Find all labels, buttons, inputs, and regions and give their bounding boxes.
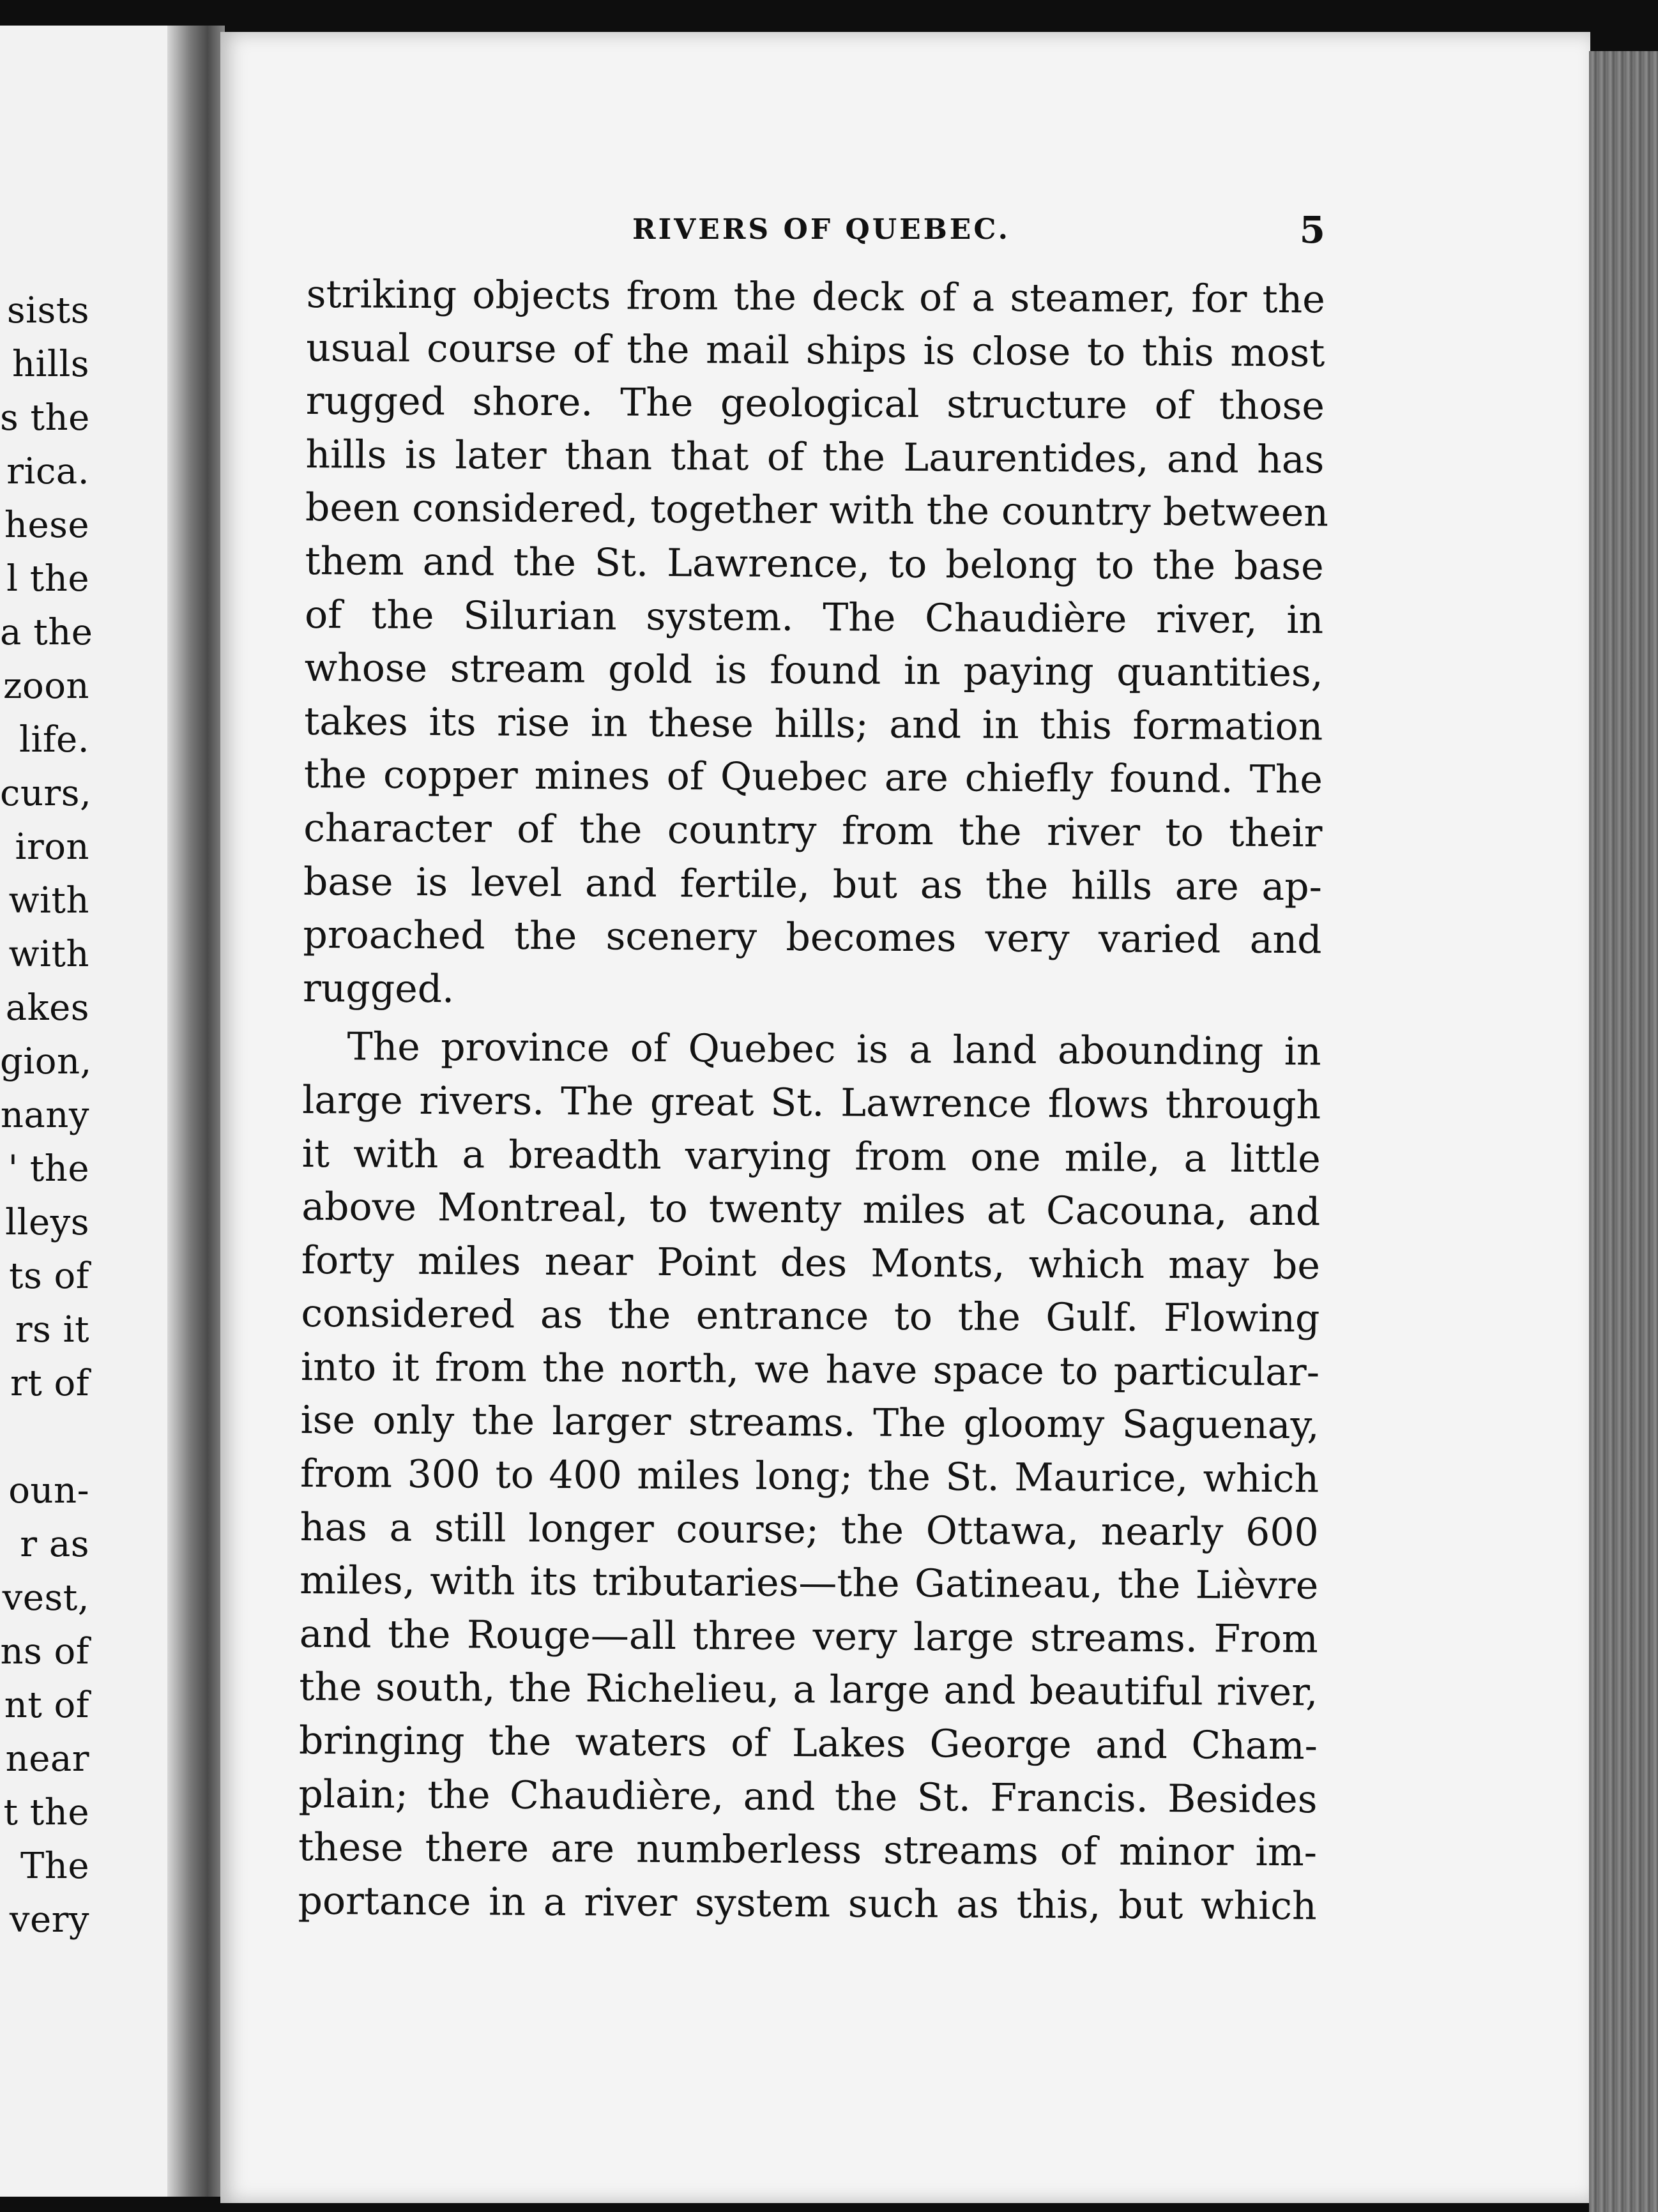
- text-line: miles, with its tributaries—the Gatineau, the Lièvre: [300, 1558, 1319, 1609]
- left-line-fragment: t the: [3, 1792, 89, 1833]
- left-line-fragment: hese: [4, 504, 89, 546]
- text-line: striking objects from the deck of a steamer, for the: [306, 271, 1325, 322]
- text-line: these there are numberless streams of minor im-: [298, 1825, 1318, 1875]
- left-line-fragment: oun-: [8, 1470, 89, 1511]
- left-line-fragment: rt of: [10, 1363, 89, 1404]
- body-text: [298, 268, 1329, 1934]
- left-line-fragment: life.: [19, 719, 89, 761]
- text-line: considered as the entrance to the Gulf. Flowing: [301, 1291, 1320, 1342]
- text-line: the copper mines of Quebec are chiefly found. The: [303, 752, 1323, 803]
- text-line: it with a breadth varying from one mile, a little: [301, 1131, 1321, 1181]
- left-line-fragment: near: [5, 1738, 89, 1780]
- page-number: 5: [1299, 208, 1325, 252]
- left-line-fragment: s the: [0, 397, 90, 439]
- book-gutter: [167, 26, 225, 2197]
- left-facing-page: [0, 26, 192, 2197]
- left-line-fragment: nany: [0, 1095, 89, 1136]
- left-line-fragment: lleys: [5, 1202, 89, 1243]
- text-line: them and the St. Lawrence, to belong to the base: [305, 538, 1324, 589]
- left-line-fragment: nt of: [4, 1685, 89, 1726]
- left-line-fragment: hills: [11, 344, 89, 385]
- paragraph: [302, 268, 1329, 1021]
- left-line-fragment: The: [20, 1845, 89, 1887]
- left-line-fragment: iron: [15, 826, 89, 868]
- text-line: portance in a river system such as this, but which: [298, 1878, 1317, 1929]
- left-line-fragment: zoon: [3, 665, 89, 707]
- left-line-fragment: gion,: [0, 1041, 92, 1082]
- left-line-fragment: r as: [20, 1524, 89, 1565]
- text-line: and the Rouge—all three very large streams. From: [299, 1611, 1318, 1662]
- text-line: proached the scenery becomes very varied and: [303, 913, 1322, 963]
- book-page-edges: [1589, 51, 1658, 2212]
- text-line: whose stream gold is found in paying quantities,: [304, 646, 1323, 696]
- text-line: character of the country from the river to their: [303, 805, 1323, 856]
- text-line: large rivers. The great St. Lawrence flows through: [301, 1077, 1321, 1128]
- left-line-fragment: ns of: [0, 1631, 89, 1672]
- text-line: ise only the larger streams. The gloomy Saguenay,: [300, 1398, 1320, 1448]
- left-line-fragment: akes: [5, 987, 89, 1029]
- page-header: [393, 204, 1325, 255]
- text-line: of the Silurian system. The Chaudière river, in: [304, 592, 1324, 642]
- left-line-fragment: a the: [0, 612, 93, 653]
- text-line: rugged.: [302, 966, 455, 1011]
- text-line: The province of Quebec is a land abounding in: [347, 1024, 1321, 1075]
- text-line: takes its rise in these hills; and in this formation: [304, 699, 1323, 750]
- left-line-fragment: rs it: [15, 1309, 89, 1351]
- left-page-text: [0, 284, 93, 1947]
- text-line: rugged shore. The geological structure of those: [305, 379, 1325, 429]
- text-line: the south, the Richelieu, a large and beautiful river,: [299, 1665, 1318, 1715]
- paragraph: [298, 1020, 1321, 1933]
- left-line-fragment: l the: [6, 558, 89, 600]
- text-line: base is level and fertile, but as the hills are ap-: [303, 859, 1323, 909]
- left-line-fragment: vest,: [2, 1577, 89, 1619]
- left-line-gap: [0, 1411, 89, 1464]
- text-line: hills is later than that of the Laurentides, and has: [305, 432, 1325, 483]
- left-line-fragment: curs,: [0, 773, 92, 814]
- text-line: bringing the waters of Lakes George and Cham-: [298, 1718, 1318, 1769]
- left-line-fragment: with: [8, 934, 89, 975]
- text-line: forty miles near Point des Monts, which may be: [301, 1238, 1321, 1289]
- text-line: above Montreal, to twenty miles at Cacouna, and: [301, 1185, 1321, 1235]
- text-line: into it from the north, we have space to particular-: [300, 1344, 1320, 1395]
- text-line: usual course of the mail ships is close to this most: [306, 325, 1325, 375]
- text-line: plain; the Chaudière, and the St. Francis. Besides: [298, 1771, 1318, 1822]
- text-line: from 300 to 400 miles long; the St. Maurice, which: [300, 1451, 1320, 1502]
- left-line-fragment: very: [9, 1899, 89, 1941]
- left-line-fragment: sists: [6, 290, 89, 331]
- running-head: RIVERS OF QUEBEC.: [632, 213, 1010, 246]
- left-line-fragment: with: [8, 880, 89, 921]
- left-line-fragment: rica.: [6, 451, 89, 492]
- text-line: been considered, together with the country between: [305, 485, 1329, 536]
- text-line: has a still longer course; the Ottawa, nearly 600: [300, 1504, 1319, 1555]
- left-line-fragment: ts of: [9, 1255, 89, 1297]
- left-line-fragment: ' the: [8, 1148, 89, 1190]
